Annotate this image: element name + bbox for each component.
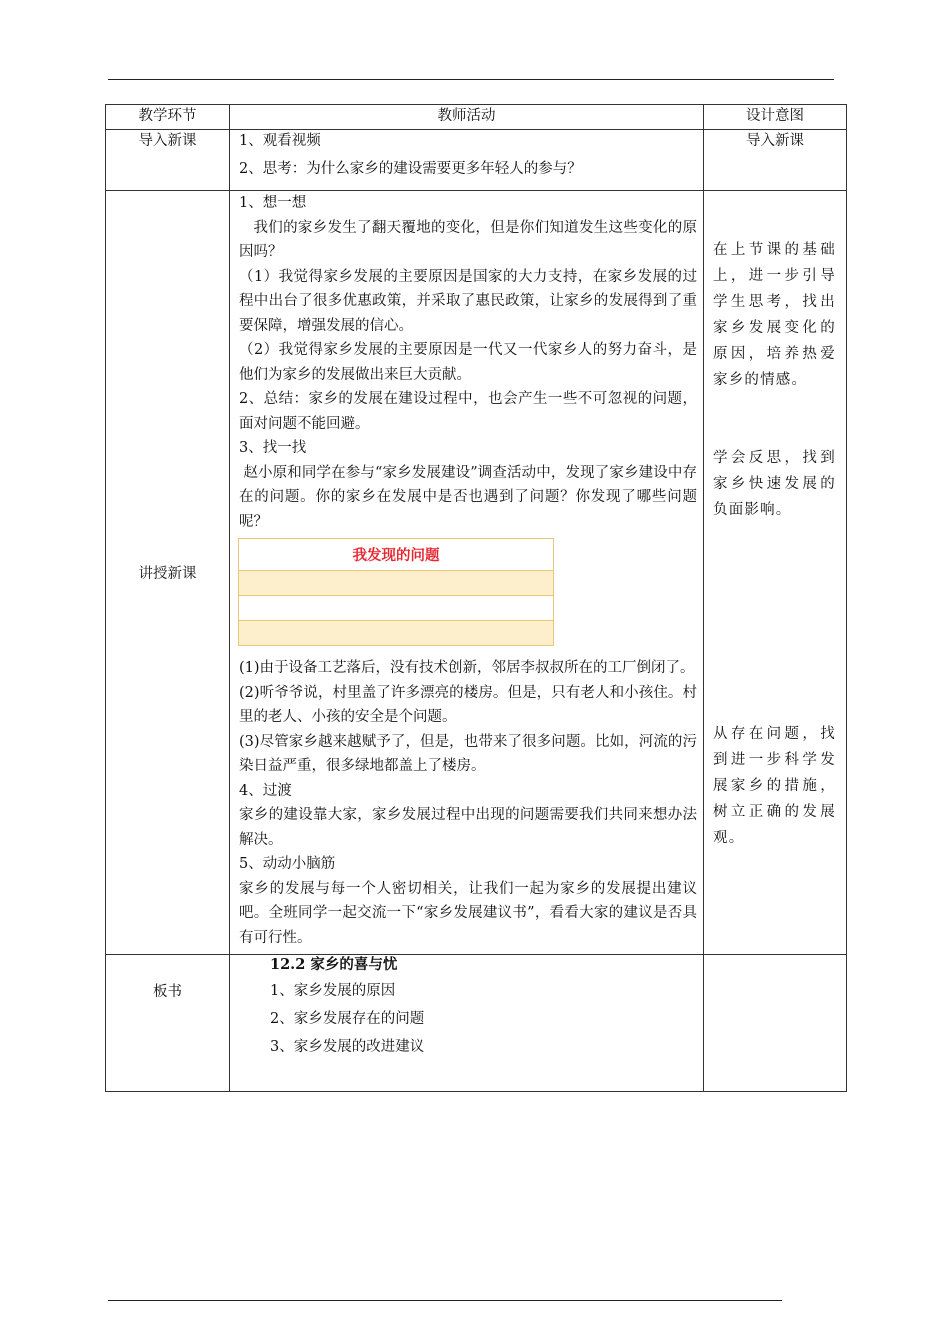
table-header-row (106, 105, 847, 130)
activity-transition-text: 家乡的建设靠大家，家乡发展过程中出现的问题需要我们共同来想办法解决。 (239, 807, 697, 848)
activity-brain-text: 家乡的发展与每一个人密切相关，让我们一起为家乡的发展提出建议吧。全班同学一起交流一下“家乡发展建议书”，看看大家的建议是否具有可行性。 (239, 880, 697, 946)
activity-heading-transition: 4、过渡 (239, 782, 292, 799)
activity-summary: 2、总结：家乡的发展在建设过程中，也会产生一些不可忽视的问题，面对问题不能回避。 (239, 391, 697, 432)
intro-activity-1: 1、观看视频 (239, 133, 321, 149)
problem-table-row (239, 596, 554, 621)
teach-intents (704, 191, 847, 955)
row-teach (106, 191, 847, 955)
intro-activities (230, 130, 704, 191)
problem-example-3: (3)尽管家乡越来越赋予了，但是，也带来了很多问题。比如，河流的污染日益严重，很多绿地都盖上了楼房。 (239, 733, 697, 774)
teach-stage: 讲授新课 (106, 191, 230, 955)
intent-2: 学会反思，找到家乡快速发展的负面影响。 (713, 450, 836, 518)
header-stage: 教学环节 (106, 105, 230, 130)
problem-table-row (239, 621, 554, 646)
activity-heading-find: 3、找一找 (239, 440, 307, 456)
row-intro (106, 130, 847, 191)
board-stage: 板书 (106, 955, 230, 1092)
intro-intent: 导入新课 (704, 130, 847, 191)
activity-reason-2: （2）我觉得家乡发展的主要原因是一代又一代家乡人的努力奋斗，是他们为家乡的发展做出来巨大贡献。 (239, 342, 697, 383)
problem-table-title: 我发现的问题 (239, 539, 554, 571)
problem-example-1: (1)由于设备工艺落后，没有技术创新，邻居李叔叔所在的工厂倒闭了。 (239, 660, 695, 676)
activity-find-text: 赵小原和同学在参与“家乡发展建设”调查活动中，发现了家乡建设中存在的问题。你的家乡在发展中是否也遇到了问题？你发现了哪些问题呢？ (239, 464, 697, 530)
row-board (106, 955, 847, 1092)
board-item-1: 1、家乡发展的原因 (270, 983, 396, 999)
problem-table-row (239, 571, 554, 596)
header-activity: 教师活动 (230, 105, 704, 130)
intro-stage: 导入新课 (106, 130, 230, 191)
intent-3: 从存在问题，找到进一步科学发展家乡的措施，树立正确的发展观。 (713, 726, 836, 846)
activity-question: 我们的家乡发生了翻天覆地的变化，但是你们知道发生这些变化的原因吗？ (239, 219, 697, 260)
board-content (230, 955, 704, 1092)
intent-1: 在上节课的基础上，进一步引导学生思考，找出家乡发展变化的原因，培养热爱家乡的情感。 (713, 242, 836, 388)
problem-table (238, 538, 554, 646)
footer-rule (108, 1300, 782, 1301)
activity-reason-1: （1）我觉得家乡发展的主要原因是国家的大力支持，在家乡发展的过程中出台了很多优惠政策，并采取了惠民政策，让家乡的发展得到了重要保障，增强发展的信心。 (239, 268, 697, 334)
board-item-2: 2、家乡发展存在的问题 (270, 1011, 425, 1027)
intro-activity-2: 2、思考：为什么家乡的建设需要更多年轻人的参与？ (239, 161, 582, 177)
header-intent: 设计意图 (704, 105, 847, 130)
header-rule (108, 79, 834, 80)
board-item-3: 3、家乡发展的改进建议 (270, 1039, 425, 1055)
lesson-plan-table (105, 104, 847, 1092)
teach-activities (230, 191, 704, 955)
problem-example-2: (2)听爷爷说，村里盖了许多漂亮的楼房。但是，只有老人和小孩住。村里的老人、小孩的安全是个问题。 (239, 684, 697, 725)
board-title: 12.2 家乡的喜与忧 (270, 956, 398, 973)
activity-heading-brain: 5、动动小脑筋 (239, 856, 336, 872)
board-intent (704, 955, 847, 1092)
activity-heading-think: 1、想一想 (239, 195, 307, 211)
